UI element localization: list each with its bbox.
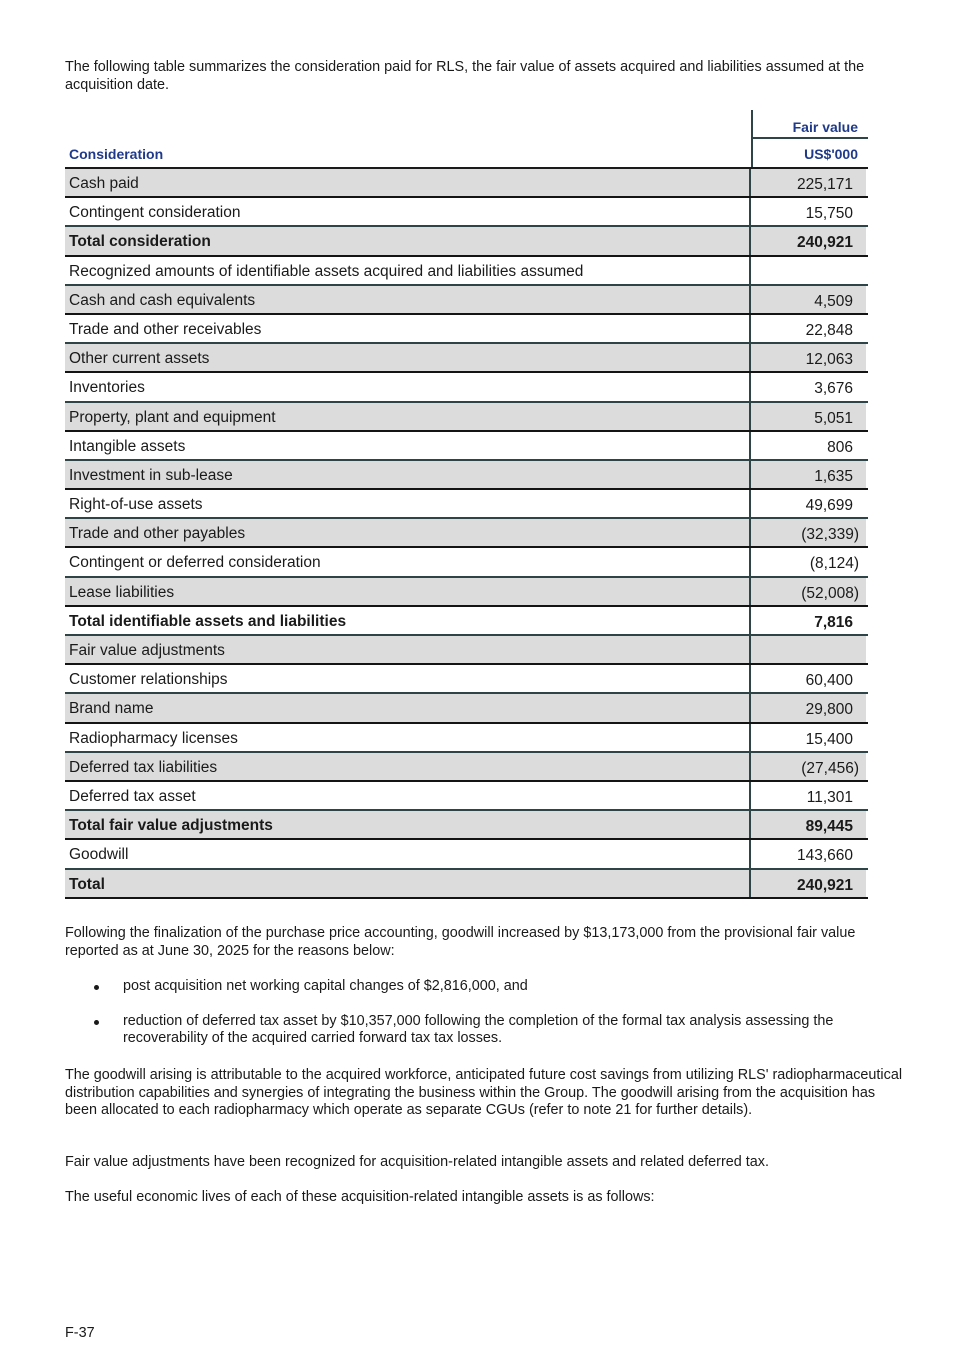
table-row <box>65 607 868 636</box>
table-row <box>65 694 868 723</box>
acquisition-fair-value-table <box>65 110 868 899</box>
row-label: Deferred tax liabilities <box>65 753 751 780</box>
consideration-header: Consideration <box>69 146 164 162</box>
row-label: Total identifiable assets and liabilities <box>65 607 751 634</box>
table-row <box>65 227 868 256</box>
row-value: 22,848 <box>805 321 853 339</box>
row-value: 225,171 <box>751 169 866 196</box>
table-row <box>65 198 868 227</box>
table-row <box>65 636 868 665</box>
table-header <box>65 110 868 167</box>
row-label: Trade and other receivables <box>65 315 751 342</box>
reasons-list <box>65 978 910 1065</box>
row-label: Contingent or deferred consideration <box>65 548 751 575</box>
row-label: Cash paid <box>65 169 751 196</box>
row-value: 15,400 <box>805 730 853 748</box>
row-value: 49,699 <box>805 497 853 515</box>
table-row <box>65 811 868 840</box>
row-label: Radiopharmacy licenses <box>65 724 751 751</box>
row-value: 89,445 <box>751 811 866 838</box>
table-row <box>65 169 868 198</box>
row-value: 3,676 <box>814 380 853 398</box>
table-row <box>65 724 868 753</box>
fair-value-header: Fair value <box>792 119 858 135</box>
row-label: Customer relationships <box>65 665 751 692</box>
table-row <box>65 315 868 344</box>
row-label: Lease liabilities <box>65 578 751 605</box>
table-row <box>65 753 868 782</box>
row-label: Trade and other payables <box>65 519 751 546</box>
bullet-icon <box>94 1020 99 1025</box>
row-value: 4,509 <box>751 286 866 313</box>
table-row <box>65 461 868 490</box>
table-row <box>65 432 868 461</box>
goodwill-increase-paragraph: Following the finalization of the purchase price accounting, goodwill increased by $13,173,000 from the provisional fair value reported as at June 30, 2025 for the reasons below: <box>65 925 856 959</box>
useful-lives-paragraph: The useful economic lives of each of these acquisition-related intangible assets is as follows: <box>65 1189 655 1205</box>
list-item <box>65 1013 910 1048</box>
intro-paragraph: The following table summarizes the consideration paid for RLS, the fair value of assets acquired and liabilities assumed at the acquisition date. <box>65 59 865 93</box>
row-value: (8,124) <box>809 555 859 573</box>
row-value: 240,921 <box>751 227 866 254</box>
table-row <box>65 344 868 373</box>
row-value <box>751 636 866 663</box>
row-label: Fair value adjustments <box>65 636 751 663</box>
row-value: (52,008) <box>751 578 866 605</box>
page-number: F-37 <box>65 1325 95 1341</box>
table-row <box>65 257 868 286</box>
bullet-icon <box>94 985 99 990</box>
row-label: Right-of-use assets <box>65 490 751 517</box>
row-value: 11,301 <box>806 788 853 806</box>
row-value: (32,339) <box>751 519 866 546</box>
row-label: Contingent consideration <box>65 198 751 225</box>
row-label: Deferred tax asset <box>65 782 751 809</box>
row-label: Total consideration <box>65 227 751 254</box>
table-body <box>65 169 868 899</box>
fair-value-adjustments-paragraph: Fair value adjustments have been recognized for acquisition-related intangible assets and related deferred tax. <box>65 1154 769 1170</box>
row-value: 60,400 <box>805 672 853 690</box>
row-label: Brand name <box>65 694 751 721</box>
table-row <box>65 373 868 402</box>
table-row <box>65 519 868 548</box>
row-label: Total fair value adjustments <box>65 811 751 838</box>
row-value: 12,063 <box>751 344 866 371</box>
list-item-text: reduction of deferred tax asset by $10,357,000 following the completion of the formal tax analysis assessing the recoverability of the acquired carried forward tax tax losses. <box>123 1012 834 1046</box>
table-row <box>65 548 868 577</box>
table-row <box>65 490 868 519</box>
table-row <box>65 782 868 811</box>
row-value: 143,660 <box>796 847 853 865</box>
row-value: 5,051 <box>751 403 866 430</box>
row-label: Cash and cash equivalents <box>65 286 751 313</box>
row-value: 29,800 <box>751 694 866 721</box>
row-label: Investment in sub-lease <box>65 461 751 488</box>
table-row <box>65 870 868 899</box>
row-value: 7,816 <box>814 613 853 631</box>
table-row <box>65 665 868 694</box>
table-row <box>65 840 868 869</box>
list-item-text: post acquisition net working capital changes of $2,816,000, and <box>123 978 528 994</box>
row-label: Goodwill <box>65 840 751 867</box>
row-label: Recognized amounts of identifiable assets acquired and liabilities assumed <box>65 257 751 284</box>
row-label: Intangible assets <box>65 432 751 459</box>
row-value: 1,635 <box>751 461 866 488</box>
row-label: Inventories <box>65 373 751 400</box>
currency-unit-header: US$'000 <box>804 146 858 162</box>
row-value: 15,750 <box>805 205 853 223</box>
table-row <box>65 578 868 607</box>
goodwill-attribution-paragraph: The goodwill arising is attributable to the acquired workforce, anticipated future cost savings from utilizing RLS' radiopharmaceutical distribution capabilities and synergies of integrating the business within the Group. The goodwill arising from the acquisition has been allocated to each radiopharmacy which operate as separate CGUs (refer to note 21 for further details). <box>65 1067 903 1118</box>
row-value: 806 <box>827 438 853 456</box>
row-label: Property, plant and equipment <box>65 403 751 430</box>
row-value: (27,456) <box>751 753 866 780</box>
table-row <box>65 286 868 315</box>
row-value: 240,921 <box>751 870 866 897</box>
row-label: Other current assets <box>65 344 751 371</box>
row-label: Total <box>65 870 751 897</box>
list-item <box>65 978 910 996</box>
row-value <box>751 257 866 284</box>
header-rule <box>753 137 868 139</box>
table-row <box>65 403 868 432</box>
